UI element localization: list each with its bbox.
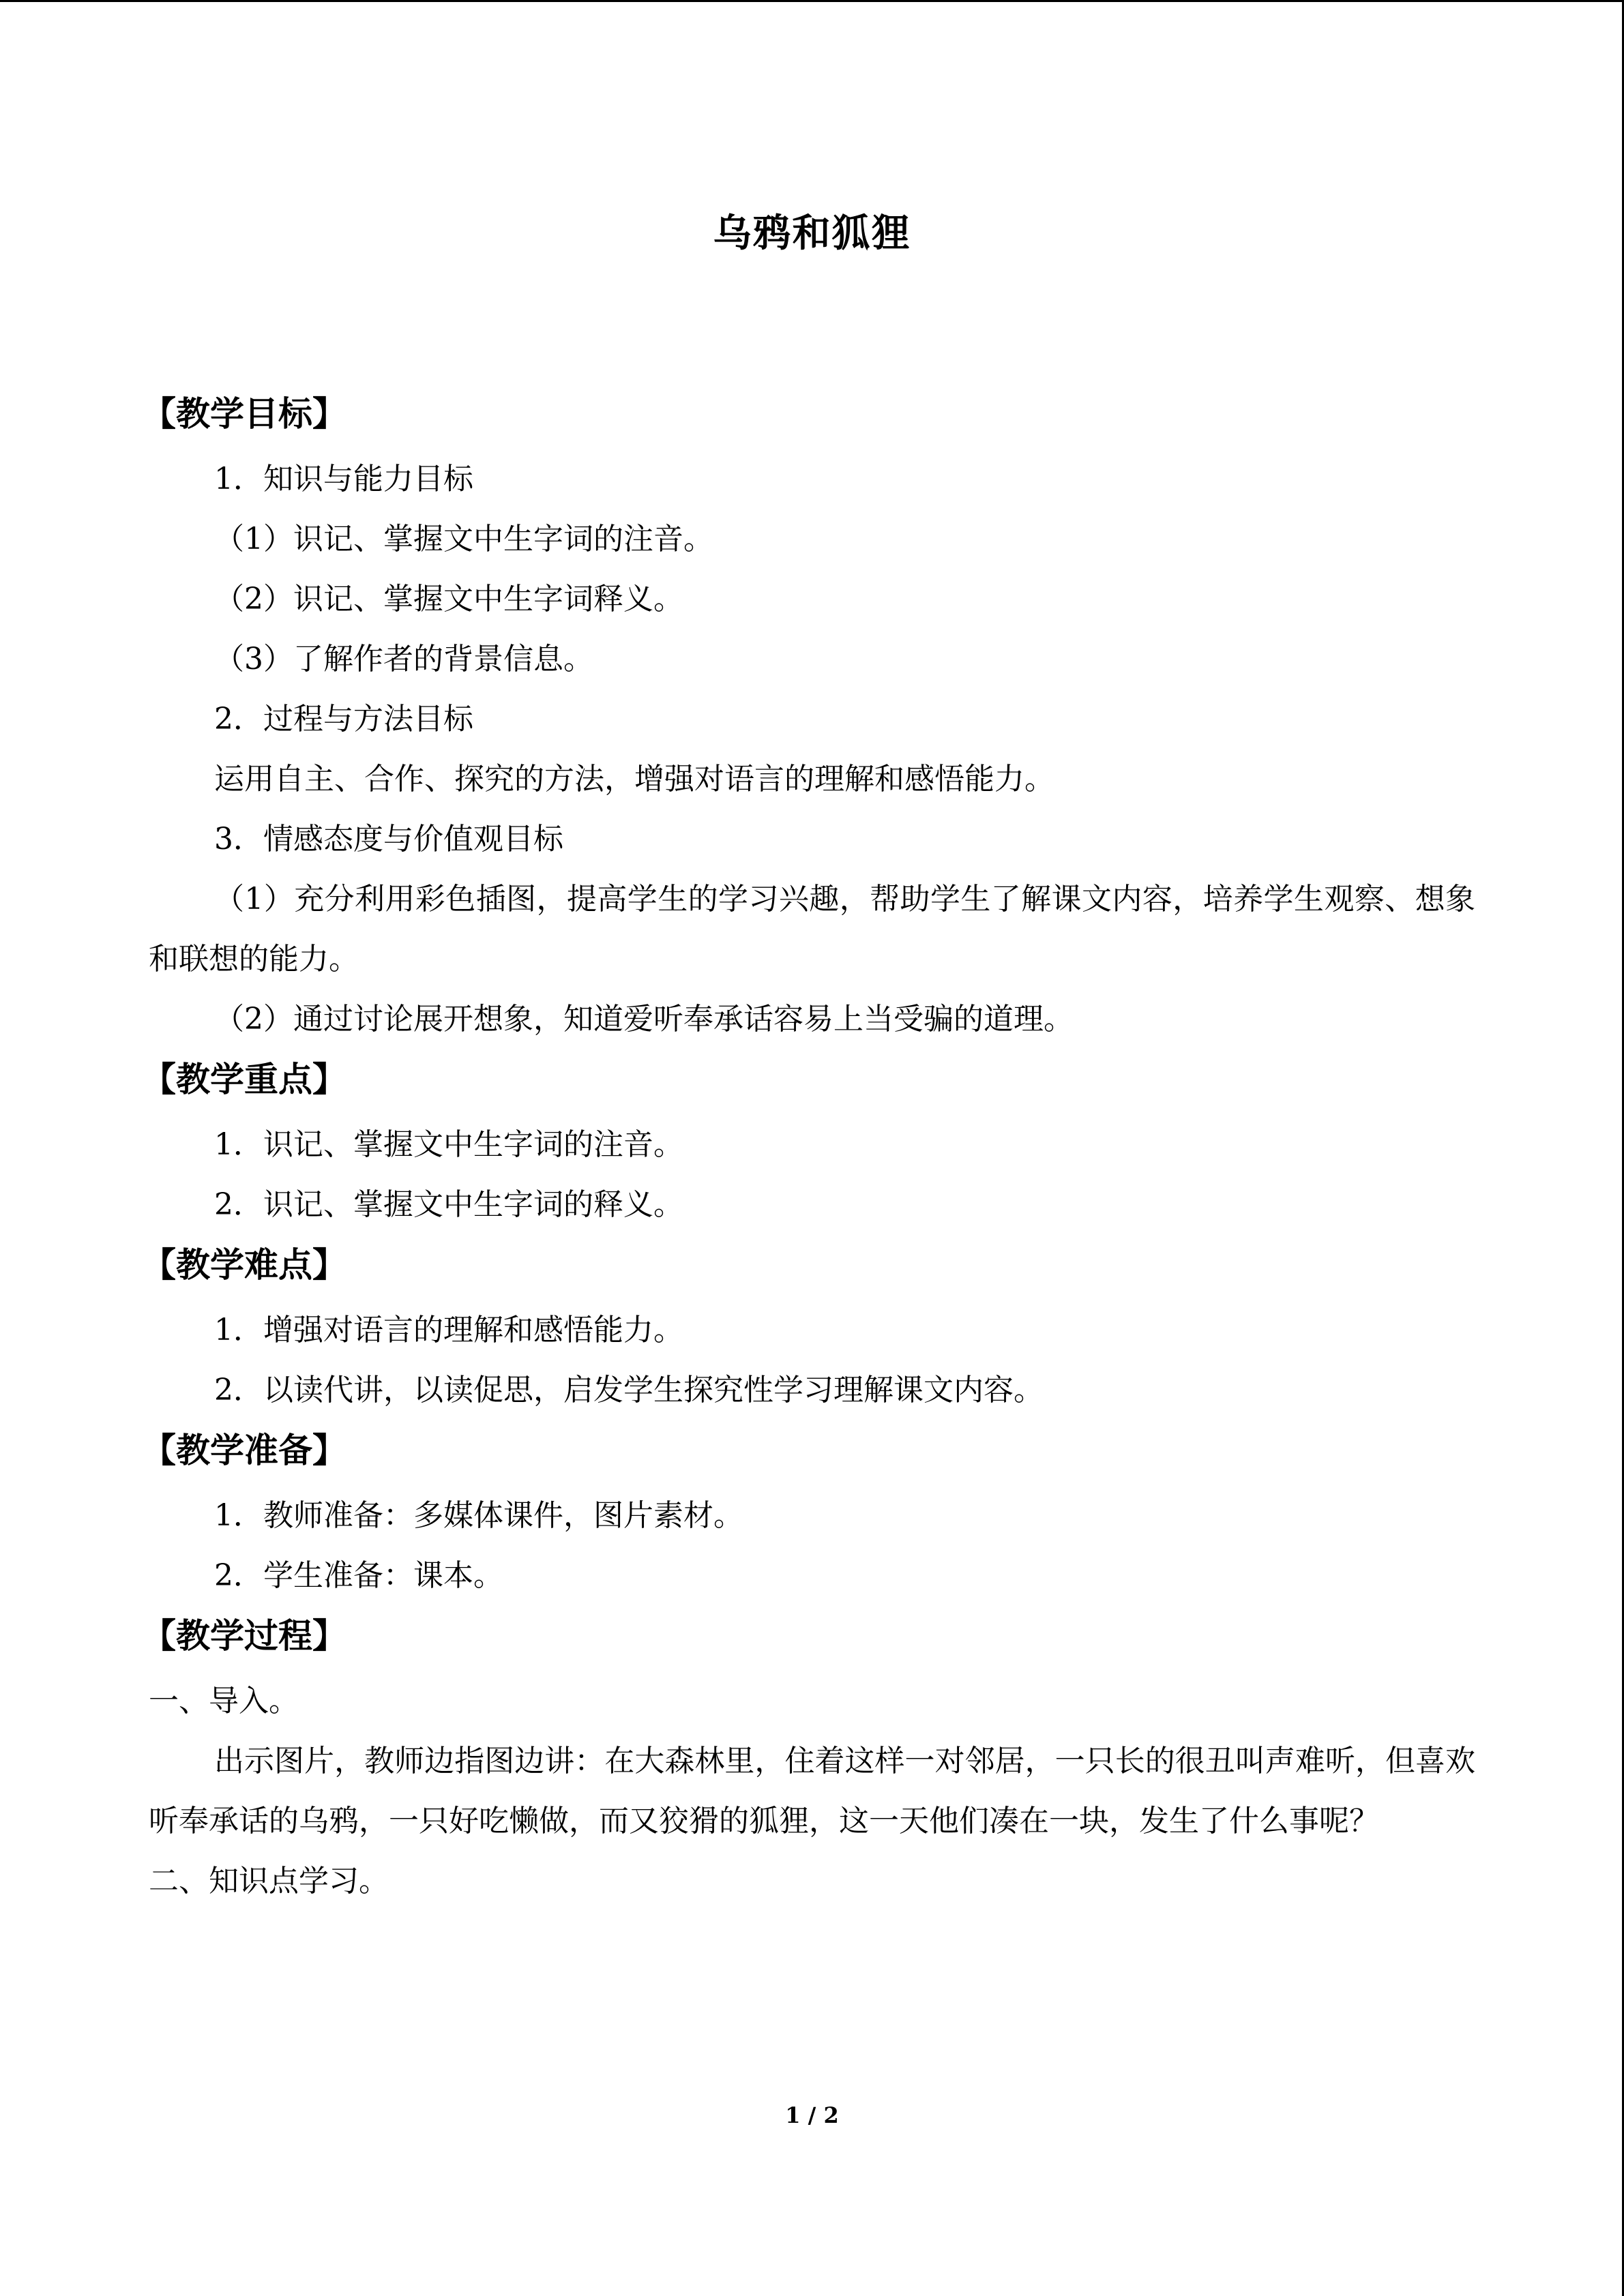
- difficulty-item: 1．增强对语言的理解和感悟能力。: [214, 1313, 683, 1347]
- page-number: 1 / 2: [785, 2102, 839, 2128]
- section-key-points: [142, 1049, 1475, 1235]
- goal-item: （2）识记、掌握文中生字词释义。: [214, 582, 683, 616]
- preparation-item: 2．学生准备：课本。: [214, 1558, 503, 1593]
- key-point-item: 1．识记、掌握文中生字词的注音。: [214, 1127, 683, 1162]
- section-heading-goals: 【教学目标】: [142, 394, 346, 434]
- process-item: 一、导入。: [149, 1684, 299, 1718]
- section-heading-process: 【教学过程】: [142, 1616, 346, 1656]
- section-heading-difficulties: 【教学难点】: [142, 1245, 346, 1285]
- section-goals: [142, 384, 1475, 1049]
- goal-item: 2．过程与方法目标: [214, 702, 473, 736]
- goal-item: （3）了解作者的背景信息。: [214, 642, 593, 676]
- goal-item: （1）识记、掌握文中生字词的注音。: [214, 522, 713, 556]
- goal-item: （2）通过讨论展开想象，知道爱听奉承话容易上当受骗的道理。: [214, 1002, 1074, 1037]
- process-item: 二、知识点学习。: [149, 1864, 389, 1898]
- goal-item: 1．知识与能力目标: [214, 462, 473, 496]
- section-heading-preparation: 【教学准备】: [142, 1431, 346, 1470]
- document-title: 乌鸦和狐狸: [713, 211, 911, 256]
- difficulty-item: 2．以读代讲，以读促思，启发学生探究性学习理解课文内容。: [214, 1373, 1044, 1407]
- goal-item: 运用自主、合作、探究的方法，增强对语言的理解和感悟能力。: [214, 762, 1054, 796]
- document-body: [142, 207, 1475, 1911]
- section-preparation: [142, 1420, 1475, 1606]
- goal-item: 3．情感态度与价值观目标: [214, 822, 563, 856]
- process-item: 出示图片，教师边指图边讲：在大森林里，住着这样一对邻居，一只长的很丑叫声难听，但喜欢听奉承话的乌鸦，一只好吃懒做，而又狡猾的狐狸，这一天他们凑在一块，发生了什么事呢？: [149, 1744, 1475, 1838]
- section-heading-key-points: 【教学重点】: [142, 1060, 346, 1099]
- section-process: [142, 1606, 1475, 1911]
- goal-item: （1）充分利用彩色插图，提高学生的学习兴趣，帮助学生了解课文内容，培养学生观察、想象和联想的能力。: [149, 882, 1475, 976]
- preparation-item: 1．教师准备：多媒体课件，图片素材。: [214, 1498, 743, 1533]
- section-difficulties: [142, 1235, 1475, 1420]
- key-point-item: 2．识记、掌握文中生字词的释义。: [214, 1187, 683, 1222]
